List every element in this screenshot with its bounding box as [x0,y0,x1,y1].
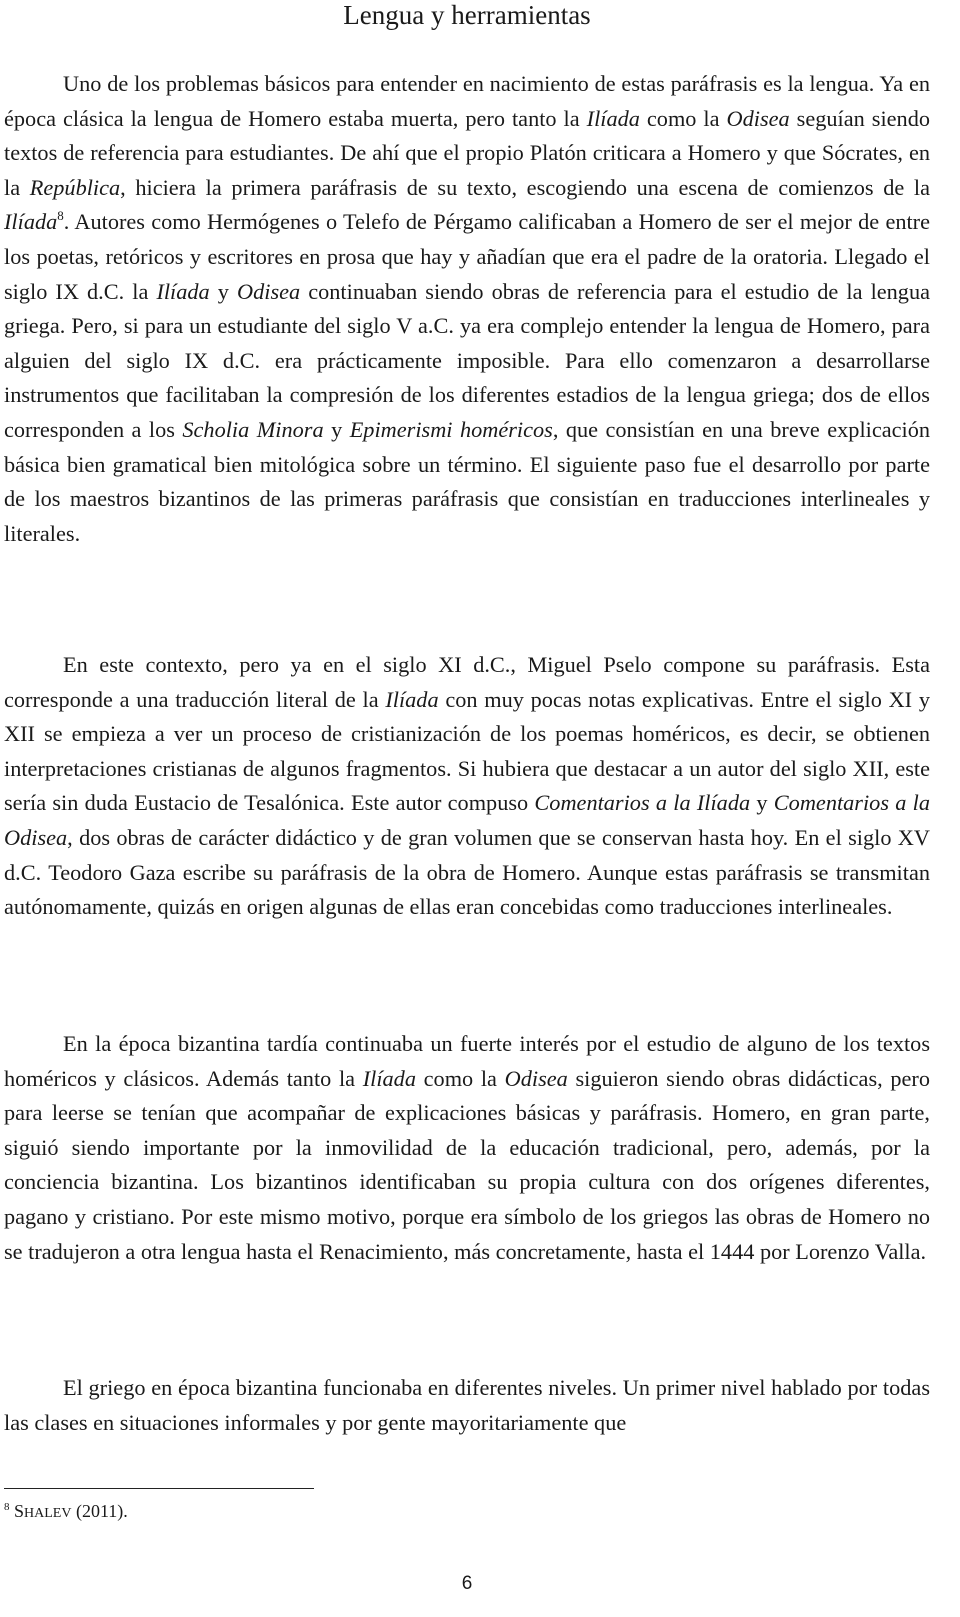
text-run: En la época bizantina tardía continuaba un fuerte interés por el estudio de alguno de los textos homéricos y clásicos. Además tanto la [4,1031,930,1091]
footnote-author-initial: S [14,1501,25,1521]
text-run: como la [415,1065,505,1091]
italic-title: Odisea [726,105,790,131]
text-run: como la [639,105,727,131]
italic-title: Odisea [504,1065,568,1091]
text-run: continuaban siendo obras de referencia para el estudio de la lengua griega. Pero, si para un estudiante del siglo V a.C. ya era complejo entender la lengua de Homero, para alguien del siglo IX d.C. era prácticamente imposible. Para ello comenzaron a desarrollarse instrumentos que facilitaban la compresión de los diferentes estadios de la lengua griega; dos de ellos corresponden a los [4,278,930,442]
text-run: El griego en época bizantina funcionaba en diferentes niveles. Un primer nivel hablado por todas las clases en situaciones informales y por gente mayoritariamente que [4,1375,930,1435]
page-number: 6 [461,1573,473,1594]
italic-title: Ilíada [156,278,210,304]
text-run: y [323,416,350,442]
text-run: siguieron siendo obras didácticas, pero para leerse se tenían que acompañar de explicaciones básicas y paráfrasis. Homero, en gran parte, siguió siendo importante por la inmovilidad de la educación tradicional, pero, además, por la conciencia bizantina. Los bizantinos identificaban su propia cultura con dos orígenes diferentes, pagano y cristiano. Por este mismo motivo, porque era símbolo de los griegos las obras de Homero no se tradujeron a otra lengua hasta el Renacimiento, más concretamente, hasta el 1444 por Lorenzo Valla. [4,1065,930,1264]
paragraph-3 [4,1027,930,1269]
text-run: con muy pocas notas explicativas. Entre el siglo XI y XII se empieza a ver un proceso de cristianización de los poemas homéricos, es decir, se obtienen interpretaciones cristianas de algunos fragmentos. Si hubiera que destacar a un autor del siglo XII, este sería sin duda Eustacio de Tesalónica. Este autor compuso [4,686,930,816]
footnote-8 [4,1499,128,1526]
text-run: y [750,790,774,816]
italic-title: Comentarios a la Odisea [4,790,930,850]
text-run: , dos obras de carácter didáctico y de gran volumen que se conservan hasta hoy. En el siglo XV d.C. Teodoro Gaza escribe su paráfrasis de la obra de Homero. Aunque estas paráfrasis se transmitan autónomamente, quizás en origen algunas de ellas eran concebidas como traducciones interlineales. [4,824,930,920]
footnote-reference[interactable]: 8 [57,208,64,224]
paragraph-1 [4,67,930,551]
italic-title: Odisea [237,278,301,304]
text-run: , hiciera la primera paráfrasis de su texto, escogiendo una escena de comienzos de la [120,174,930,200]
section-heading: Lengua y herramientas [343,0,591,30]
italic-title: Ilíada [586,105,640,131]
italic-title: Comentarios a la Ilíada [534,790,751,816]
footnote-year: (2011). [71,1501,128,1521]
paragraph-4 [4,1371,930,1440]
text-run: Uno de los problemas básicos para entender en nacimiento de estas paráfrasis es la lengua. Ya en época clásica la lengua de Homero estaba muerta, pero tanto la [4,71,930,131]
text-run: y [209,278,237,304]
italic-title: Scholia Minora [182,416,324,442]
italic-title: República [29,174,121,200]
text-run: seguían siendo textos de referencia para estudiantes. De ahí que el propio Platón criticara a Homero y que Sócrates, en la [4,105,930,200]
italic-title: Epimerismi homéricos [349,416,553,442]
text-run: En este contexto, pero ya en el siglo XI d.C., Miguel Pselo compone su paráfrasis. Esta corresponde a una traducción literal de la [4,652,930,712]
footnote-author-rest: HALEV [24,1506,72,1521]
text-run: , que consistían en una breve explicación básica bien gramatical bien mitológica sobre un término. El siguiente paso fue el desarrollo por parte de los maestros bizantinos de las primeras paráfrasis que consistían en traducciones interlineales y literales. [4,416,931,546]
paragraph-2 [4,648,930,925]
italic-title: Ilíada [4,209,58,235]
italic-title: Ilíada [385,686,439,712]
footnote-number: 8 [4,1501,10,1513]
text-run: . Autores como Hermógenes o Telefo de Pérgamo calificaban a Homero de ser el mejor de entre los poetas, retóricos y escritores en prosa que hay y añadían que era el padre de la oratoria. Llegado el siglo IX d.C. la [4,209,930,304]
italic-title: Ilíada [362,1065,416,1091]
footnote-separator [4,1488,314,1489]
